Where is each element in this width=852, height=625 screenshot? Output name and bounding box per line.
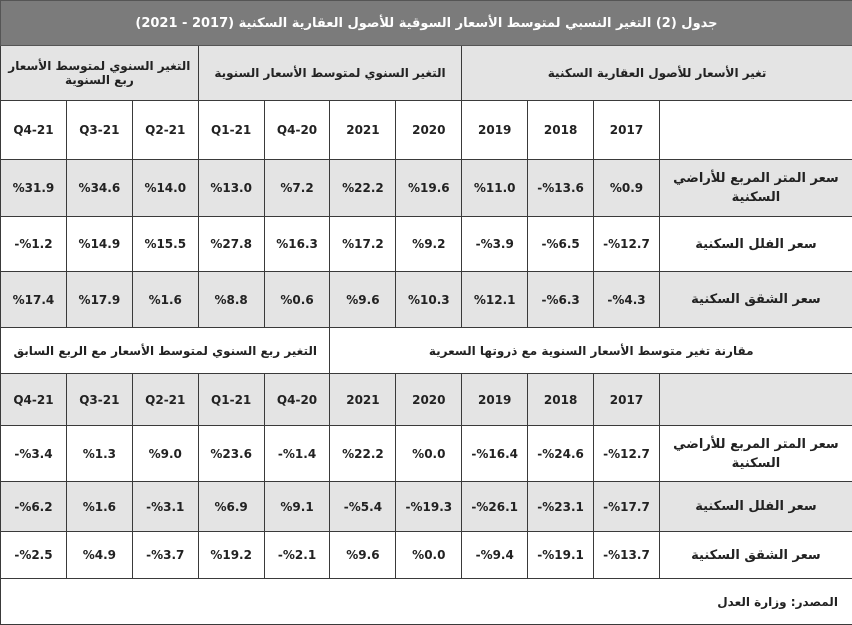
value-cell: %19.3- bbox=[396, 482, 462, 532]
value-cell: %1.4- bbox=[264, 426, 330, 482]
value-cell: %1.2- bbox=[1, 217, 67, 272]
column-header: 2018 bbox=[528, 374, 594, 426]
empty-corner-cell bbox=[659, 101, 852, 160]
value-cell: %9.6 bbox=[330, 532, 396, 579]
value-cell: %6.5- bbox=[528, 217, 594, 272]
group-header-quarterly-annual-change: التغير السنوي لمتوسط الأسعار ربع السنوية bbox=[1, 46, 199, 101]
value-cell: %0.9 bbox=[594, 160, 660, 217]
value-cell: %9.2 bbox=[396, 217, 462, 272]
group-header-annual-change: التغير السنوي لمتوسط الأسعار السنوية bbox=[198, 46, 462, 101]
column-header: 2019 bbox=[462, 374, 528, 426]
value-cell: %22.2 bbox=[330, 160, 396, 217]
value-cell: %11.0 bbox=[462, 160, 528, 217]
row-label: سعر الفلل السكنية bbox=[659, 217, 852, 272]
table-row bbox=[1, 482, 852, 532]
table-row bbox=[1, 160, 852, 217]
group-header-peak-comparison: مقارنة تغير متوسط الأسعار السنوية مع ذروتها السعرية bbox=[330, 328, 852, 374]
column-header: 2018 bbox=[528, 101, 594, 160]
column-header: 21-Q3 bbox=[66, 374, 132, 426]
value-cell: %5.4- bbox=[330, 482, 396, 532]
column-header: 21-Q2 bbox=[132, 101, 198, 160]
value-cell: %12.1 bbox=[462, 272, 528, 328]
value-cell: %19.1- bbox=[528, 532, 594, 579]
table-row bbox=[1, 46, 852, 101]
value-cell: %23.6 bbox=[198, 426, 264, 482]
column-header: 21-Q2 bbox=[132, 374, 198, 426]
value-cell: %9.6 bbox=[330, 272, 396, 328]
value-cell: %2.5- bbox=[1, 532, 67, 579]
row-label: سعر المتر المربع للأراضي السكنية bbox=[659, 426, 852, 482]
value-cell: %17.7- bbox=[594, 482, 660, 532]
value-cell: %3.4- bbox=[1, 426, 67, 482]
value-cell: %10.3 bbox=[396, 272, 462, 328]
table-row bbox=[1, 217, 852, 272]
column-header: 20-Q4 bbox=[264, 374, 330, 426]
empty-corner-cell bbox=[659, 374, 852, 426]
value-cell: %2.1- bbox=[264, 532, 330, 579]
column-header: 20-Q4 bbox=[264, 101, 330, 160]
table-title: جدول (2) التغير النسبي لمتوسط الأسعار السوقية للأصول العقارية السكنية (2017 - 2021) bbox=[1, 1, 852, 46]
value-cell: %3.7- bbox=[132, 532, 198, 579]
value-cell: %7.2 bbox=[264, 160, 330, 217]
table-row bbox=[1, 328, 852, 374]
value-cell: %6.3- bbox=[528, 272, 594, 328]
value-cell: %12.7- bbox=[594, 426, 660, 482]
value-cell: %9.4- bbox=[462, 532, 528, 579]
value-cell: %17.4 bbox=[1, 272, 67, 328]
value-cell: %13.7- bbox=[594, 532, 660, 579]
column-header: 2019 bbox=[462, 101, 528, 160]
value-cell: %1.6 bbox=[132, 272, 198, 328]
group-header-price-change: تغير الأسعار للأصول العقارية السكنية bbox=[462, 46, 852, 101]
value-cell: %34.6 bbox=[66, 160, 132, 217]
value-cell: %3.9- bbox=[462, 217, 528, 272]
value-cell: %9.1 bbox=[264, 482, 330, 532]
table-row bbox=[1, 532, 852, 579]
table-row bbox=[1, 579, 852, 625]
table-row bbox=[1, 101, 852, 160]
value-cell: %27.8 bbox=[198, 217, 264, 272]
row-label: سعر الشقق السكنية bbox=[659, 272, 852, 328]
column-header: 21-Q4 bbox=[1, 101, 67, 160]
value-cell: %31.9 bbox=[1, 160, 67, 217]
column-header: 2017 bbox=[594, 374, 660, 426]
value-cell: %8.8 bbox=[198, 272, 264, 328]
value-cell: %6.2- bbox=[1, 482, 67, 532]
value-cell: %24.6- bbox=[528, 426, 594, 482]
value-cell: %26.1- bbox=[462, 482, 528, 532]
value-cell: %4.9 bbox=[66, 532, 132, 579]
value-cell: %13.6- bbox=[528, 160, 594, 217]
column-header: 2021 bbox=[330, 101, 396, 160]
column-header: 21-Q1 bbox=[198, 101, 264, 160]
value-cell: %9.0 bbox=[132, 426, 198, 482]
value-cell: %6.9 bbox=[198, 482, 264, 532]
table-row bbox=[1, 272, 852, 328]
value-cell: %1.6 bbox=[66, 482, 132, 532]
source-note: المصدر: وزارة العدل bbox=[1, 579, 852, 625]
value-cell: %16.3 bbox=[264, 217, 330, 272]
column-header: 2017 bbox=[594, 101, 660, 160]
table-row bbox=[1, 374, 852, 426]
value-cell: %13.0 bbox=[198, 160, 264, 217]
group-header-quarter-on-quarter: التغير ربع السنوي لمتوسط الأسعار مع الربع السابق bbox=[1, 328, 330, 374]
row-label: سعر الشقق السكنية bbox=[659, 532, 852, 579]
value-cell: %14.0 bbox=[132, 160, 198, 217]
value-cell: %19.2 bbox=[198, 532, 264, 579]
value-cell: %1.3 bbox=[66, 426, 132, 482]
column-header: 21-Q4 bbox=[1, 374, 67, 426]
row-label: سعر الفلل السكنية bbox=[659, 482, 852, 532]
column-header: 21-Q3 bbox=[66, 101, 132, 160]
column-header: 2020 bbox=[396, 101, 462, 160]
value-cell: %0.0 bbox=[396, 532, 462, 579]
value-cell: %0.0 bbox=[396, 426, 462, 482]
column-header: 2021 bbox=[330, 374, 396, 426]
value-cell: %17.9 bbox=[66, 272, 132, 328]
column-header: 2020 bbox=[396, 374, 462, 426]
value-cell: %15.5 bbox=[132, 217, 198, 272]
value-cell: %17.2 bbox=[330, 217, 396, 272]
column-header: 21-Q1 bbox=[198, 374, 264, 426]
table-row bbox=[1, 426, 852, 482]
value-cell: %19.6 bbox=[396, 160, 462, 217]
value-cell: %12.7- bbox=[594, 217, 660, 272]
value-cell: %16.4- bbox=[462, 426, 528, 482]
value-cell: %22.2 bbox=[330, 426, 396, 482]
value-cell: %4.3- bbox=[594, 272, 660, 328]
row-label: سعر المتر المربع للأراضي السكنية bbox=[659, 160, 852, 217]
value-cell: %0.6 bbox=[264, 272, 330, 328]
value-cell: %23.1- bbox=[528, 482, 594, 532]
value-cell: %14.9 bbox=[66, 217, 132, 272]
value-cell: %3.1- bbox=[132, 482, 198, 532]
